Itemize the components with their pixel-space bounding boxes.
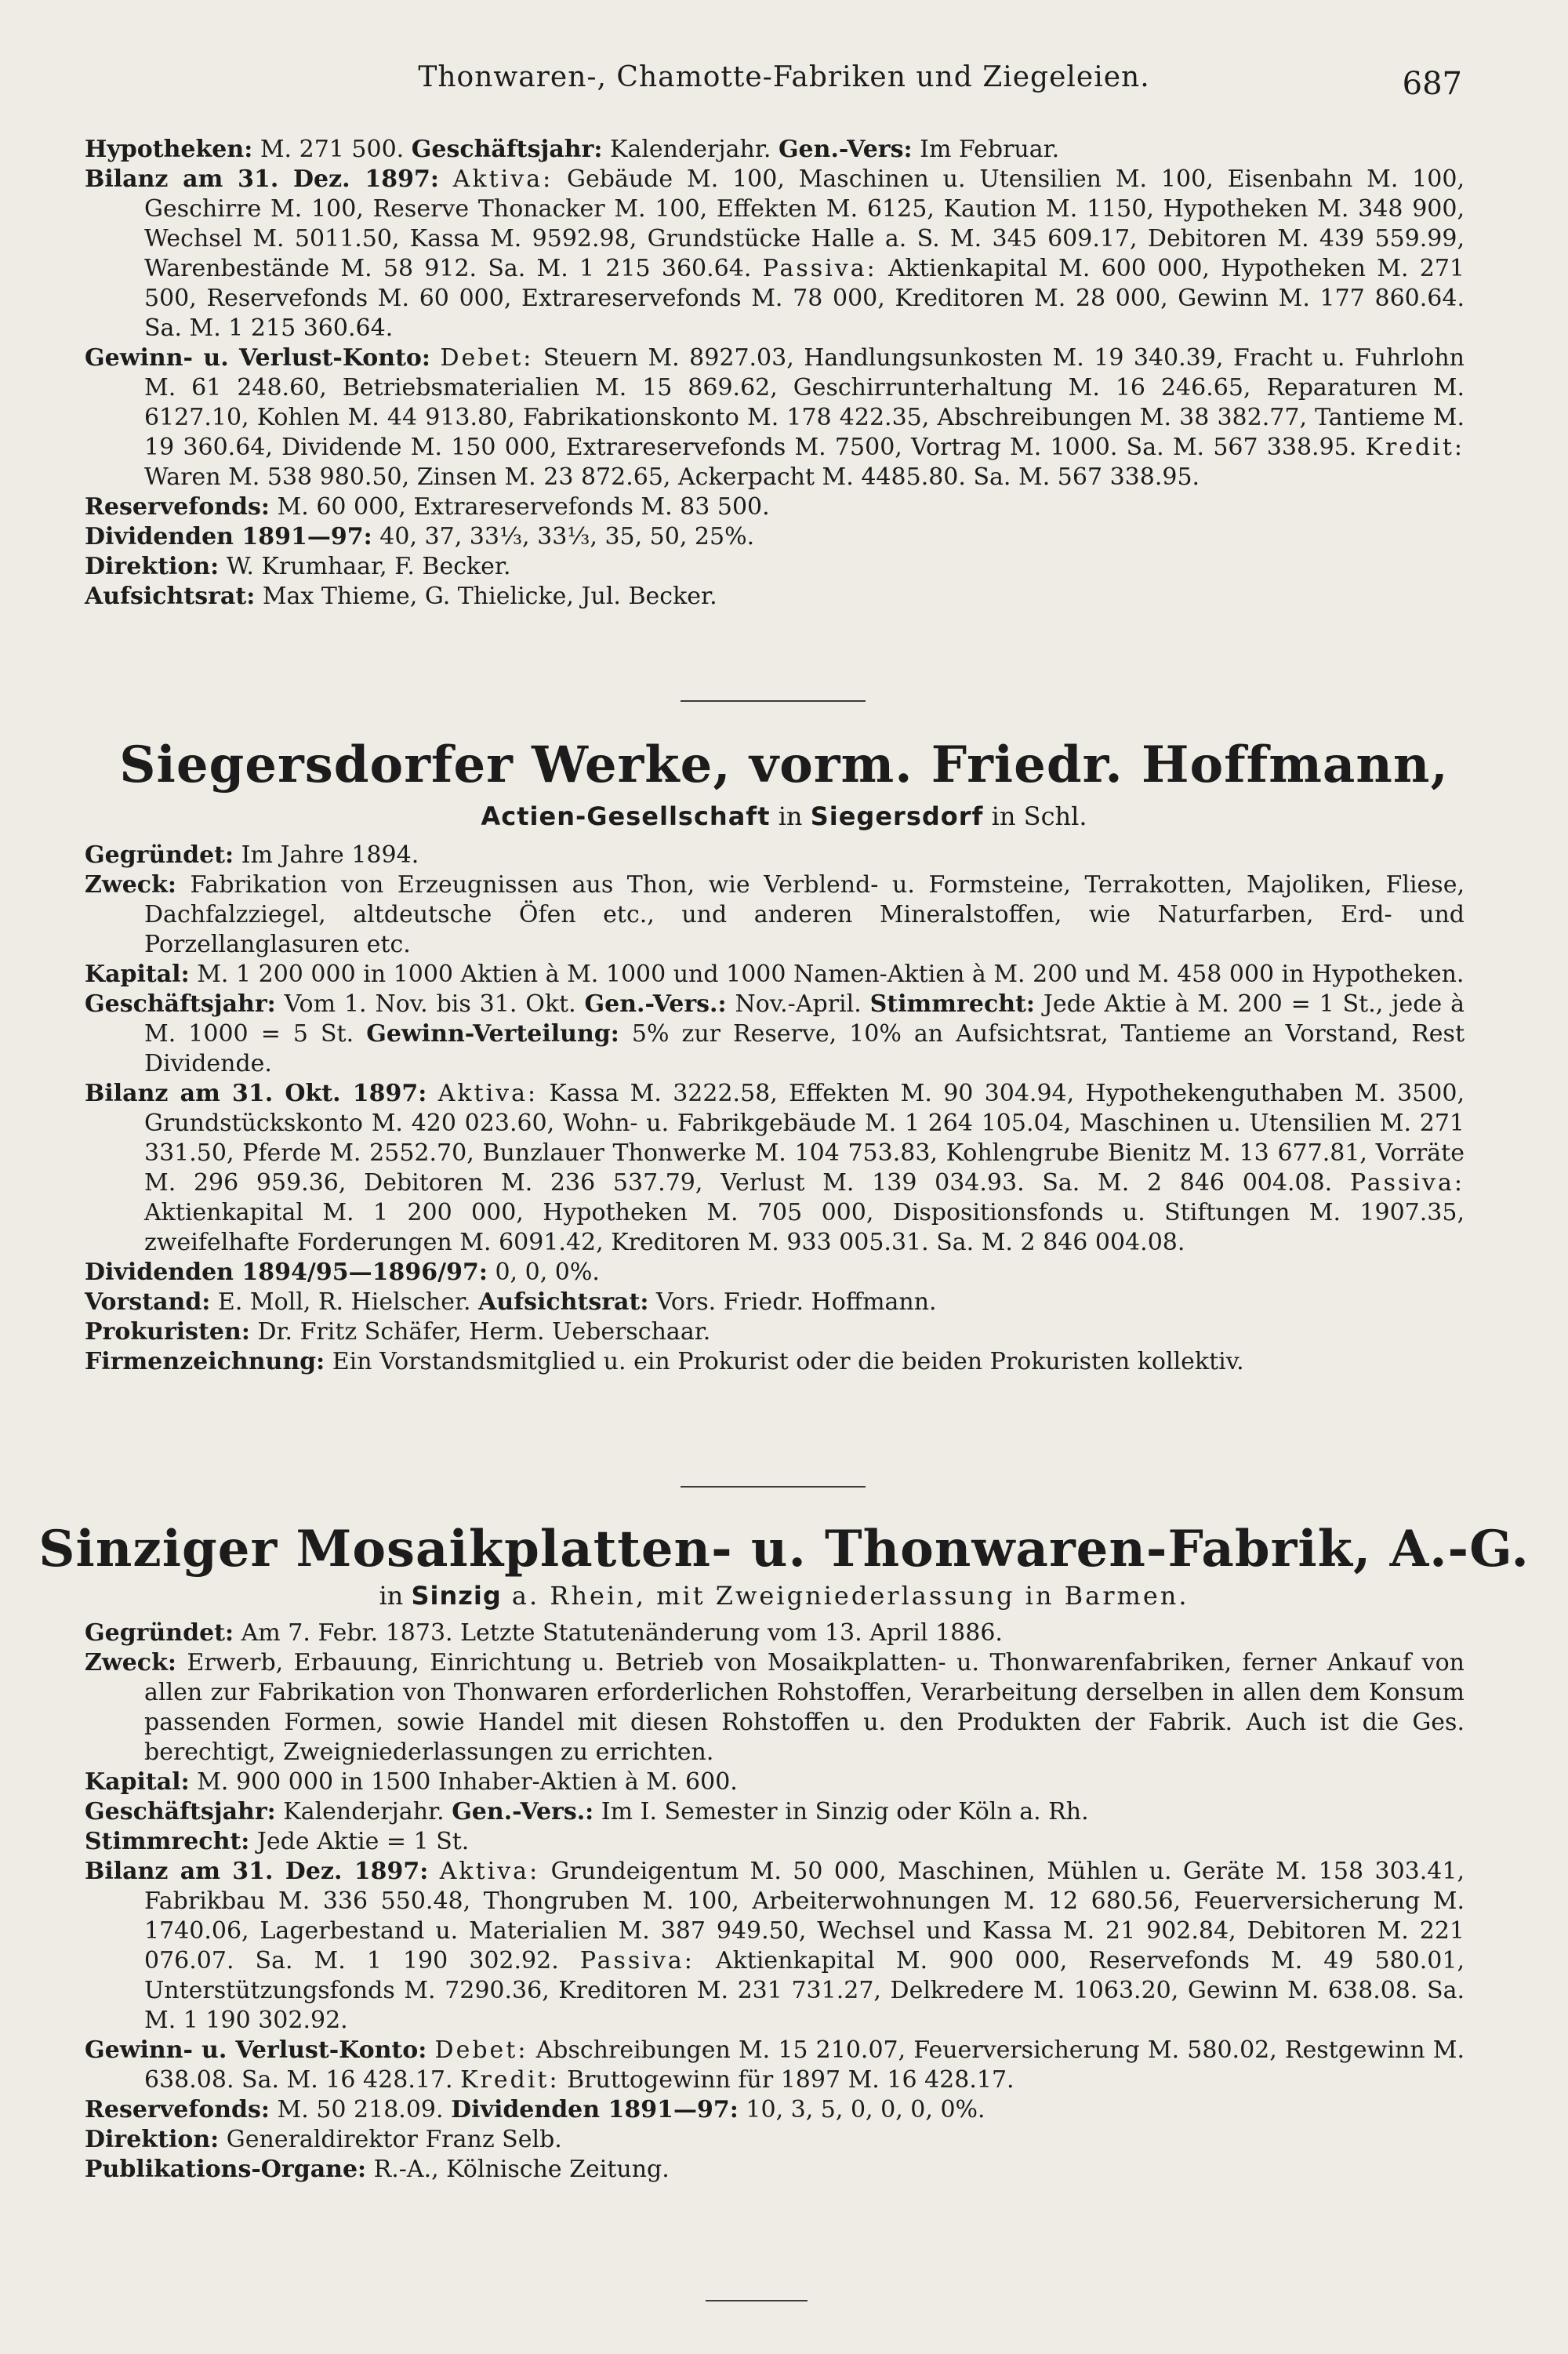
prokuristen-line: Prokuristen: Dr. Fritz Schäfer, Herm. Ueberschaar. (85, 1318, 711, 1346)
company-subtitle-sinzig: in Sinzig a. Rhein, mit Zweigniederlassung in Barmen. (379, 1581, 1189, 1611)
gegruendet-line: Gegründet: Im Jahre 1894. (85, 841, 419, 869)
entry-sinzig (85, 1618, 1465, 2185)
gewinn-verlust-paragraph: Gewinn- u. Verlust-Konto: Debet: Abschreibungen M. 15 210.07, Feuerversicherung M. 580.02, Restgewinn M. 638.08. Sa. M. 16 428.17. Kredit: Bruttogewinn für 1897 M. 16 428.17. (85, 2036, 1465, 2094)
geschaeftsjahr-paragraph: Geschäftsjahr: Vom 1. Nov. bis 31. Okt. Gen.-Vers.: Nov.-April. Stimmrecht: Jede Aktie à M. 200 = 1 St., jede à M. 1000 = 5 St. Gewinn-Verteilung: 5% zur Reserve, 10% an Aufsichtsrat, Tantieme an Vorstand, Rest Dividende. (85, 990, 1465, 1077)
company-subtitle-siegersdorf: Actien-Gesellschaft in Siegersdorf in Schl. (481, 801, 1087, 831)
firmenzeichnung-line: Firmenzeichnung: Ein Vorstandsmitglied u. ein Prokurist oder die beiden Prokuristen kollektiv. (85, 1348, 1244, 1375)
reservefonds-line: Reservefonds: M. 60 000, Extrareservefonds M. 83 500. (85, 493, 770, 521)
vorstand-line: Vorstand: E. Moll, R. Hielscher. Aufsichtsrat: Vors. Friedr. Hoffmann. (85, 1288, 937, 1316)
company-title-sinzig: Sinziger Mosaikplatten- u. Thonwaren-Fabrik, A.-G. (38, 1520, 1530, 1578)
direktion-line: Direktion: Generaldirektor Franz Selb. (85, 2126, 562, 2153)
entry-siegersdorf (85, 841, 1465, 1377)
end-divider (706, 2300, 808, 2301)
section-divider (681, 1486, 866, 1488)
reservefonds-dividenden-line: Reservefonds: M. 50 218.09. Dividenden 1891—97: 10, 3, 5, 0, 0, 0, 0%. (85, 2096, 985, 2123)
entry-continuation (85, 135, 1465, 612)
dividenden-line: Dividenden 1891—97: 40, 37, 33⅓, 33⅓, 35, 50, 25%. (85, 523, 755, 550)
bilanz-paragraph: Bilanz am 31. Dez. 1897: Aktiva: Gebäude M. 100, Maschinen u. Utensilien M. 100, Eisenbahn M. 100, Geschirre M. 100, Reserve Thonacker M. 100, Effekten M. 6125, Kaution M. 1150, Hypotheken M. 348 900, Wechsel M. 5011.50, Kassa M. 9592.98, Grundstücke Halle a. S. M. 345 609.17, Debitoren M. 439 559.99, Warenbestände M. 58 912. Sa. M. 1 215 360.64. Passiva: Aktienkapital M. 600 000, Hypotheken M. 271 500, Reservefonds M. 60 000, Extrareservefonds M. 78 000, Kreditoren M. 28 000, Gewinn M. 177 860.64. Sa. M. 1 215 360.64. (85, 165, 1465, 342)
stimmrecht-line: Stimmrecht: Jede Aktie = 1 St. (85, 1828, 470, 1855)
kapital-paragraph: Kapital: M. 1 200 000 in 1000 Aktien à M. 1000 und 1000 Namen-Aktien à M. 200 und M. 458 000 in Hypotheken. (85, 961, 1465, 988)
hypotheken-line: Hypotheken: M. 271 500. Geschäftsjahr: Kalenderjahr. Gen.-Vers: Im Februar. (85, 136, 1060, 163)
dividenden-line: Dividenden 1894/95—1896/97: 0, 0, 0%. (85, 1259, 600, 1286)
zweck-paragraph: Zweck: Fabrikation von Erzeugnissen aus Thon, wie Verblend- u. Formsteine, Terrakotten, Majoliken, Fliese, Dachfalzziegel, altdeutsche Öfen etc., und anderen Mineralstoffen, wie Naturfarben, Erd- und Porzellanglasuren etc. (85, 871, 1465, 958)
page-number: 687 (1402, 66, 1462, 102)
kapital-line: Kapital: M. 900 000 in 1500 Inhaber-Aktien à M. 600. (85, 1768, 738, 1796)
bilanz-paragraph: Bilanz am 31. Okt. 1897: Aktiva: Kassa M. 3222.58, Effekten M. 90 304.94, Hypothekenguthaben M. 3500, Grundstückskonto M. 420 023.60, Wohn- u. Fabrikgebäude M. 1 264 105.04, Maschinen u. Utensilien M. 271 331.50, Pferde M. 2552.70, Bunzlauer Thonwerke M. 104 753.83, Kohlengrube Bienitz M. 13 677.81, Vorräte M. 296 959.36, Debitoren M. 236 537.79, Verlust M. 139 034.93. Sa. M. 2 846 004.08. Passiva: Aktienkapital M. 1 200 000, Hypotheken M. 705 000, Dispositionsfonds u. Stiftungen M. 1907.35, zweifelhafte Forderungen M. 6091.42, Kreditoren M. 933 005.31. Sa. M. 2 846 004.08. (85, 1080, 1465, 1256)
company-title-siegersdorf: Siegersdorfer Werke, vorm. Friedr. Hoffmann, (119, 736, 1449, 794)
bilanz-paragraph: Bilanz am 31. Dez. 1897: Aktiva: Grundeigentum M. 50 000, Maschinen, Mühlen u. Geräte M. 158 303.41, Fabrikbau M. 336 550.48, Thongruben M. 100, Arbeiterwohnungen M. 12 680.56, Feuerversicherung M. 1740.06, Lagerbestand u. Materialien M. 387 949.50, Wechsel und Kassa M. 21 902.84, Debitoren M. 221 076.07. Sa. M. 1 190 302.92. Passiva: Aktienkapital M. 900 000, Reservefonds M. 49 580.01, Unterstützungsfonds M. 7290.36, Kreditoren M. 231 731.27, Delkredere M. 1063.20, Gewinn M. 638.08. Sa. M. 1 190 302.92. (85, 1858, 1465, 2034)
section-divider (681, 700, 866, 702)
direktion-line: Direktion: W. Krumhaar, F. Becker. (85, 553, 511, 580)
running-title: Thonwaren-, Chamotte-Fabriken und Ziegeleien. (418, 61, 1150, 93)
zweck-paragraph: Zweck: Erwerb, Erbauung, Einrichtung u. Betrieb von Mosaikplatten- u. Thonwarenfabriken, ferner Ankauf von allen zur Fabrikation von Thonwaren erforderlichen Rohstoffen, Verarbeitung derselben in allen dem Konsum passenden Formen, sowie Handel mit diesen Rohstoffen u. den Produkten der Fabrik. Auch ist die Ges. berechtigt, Zweigniederlassungen zu errichten. (85, 1649, 1465, 1766)
aufsichtsrat-line: Aufsichtsrat: Max Thieme, G. Thielicke, Jul. Becker. (85, 583, 717, 610)
publikations-organe-line: Publikations-Organe: R.-A., Kölnische Zeitung. (85, 2156, 670, 2183)
gewinn-verlust-paragraph: Gewinn- u. Verlust-Konto: Debet: Steuern M. 8927.03, Handlungsunkosten M. 19 340.39, Fracht u. Fuhrlohn M. 61 248.60, Betriebsmaterialien M. 15 869.62, Geschirrunterhaltung M. 16 246.65, Reparaturen M. 6127.10, Kohlen M. 44 913.80, Fabrikationskonto M. 178 422.35, Abschreibungen M. 38 382.77, Tantieme M. 19 360.64, Dividende M. 150 000, Extrareservefonds M. 7500, Vortrag M. 1000. Sa. M. 567 338.95. Kredit: Waren M. 538 980.50, Zinsen M. 23 872.65, Ackerpacht M. 4485.80. Sa. M. 567 338.95. (85, 344, 1465, 491)
geschaeftsjahr-line: Geschäftsjahr: Kalenderjahr. Gen.-Vers.: Im I. Semester in Sinzig oder Köln a. Rh. (85, 1798, 1089, 1825)
gegruendet-line: Gegründet: Am 7. Febr. 1873. Letzte Statutenänderung vom 13. April 1886. (85, 1619, 1003, 1647)
